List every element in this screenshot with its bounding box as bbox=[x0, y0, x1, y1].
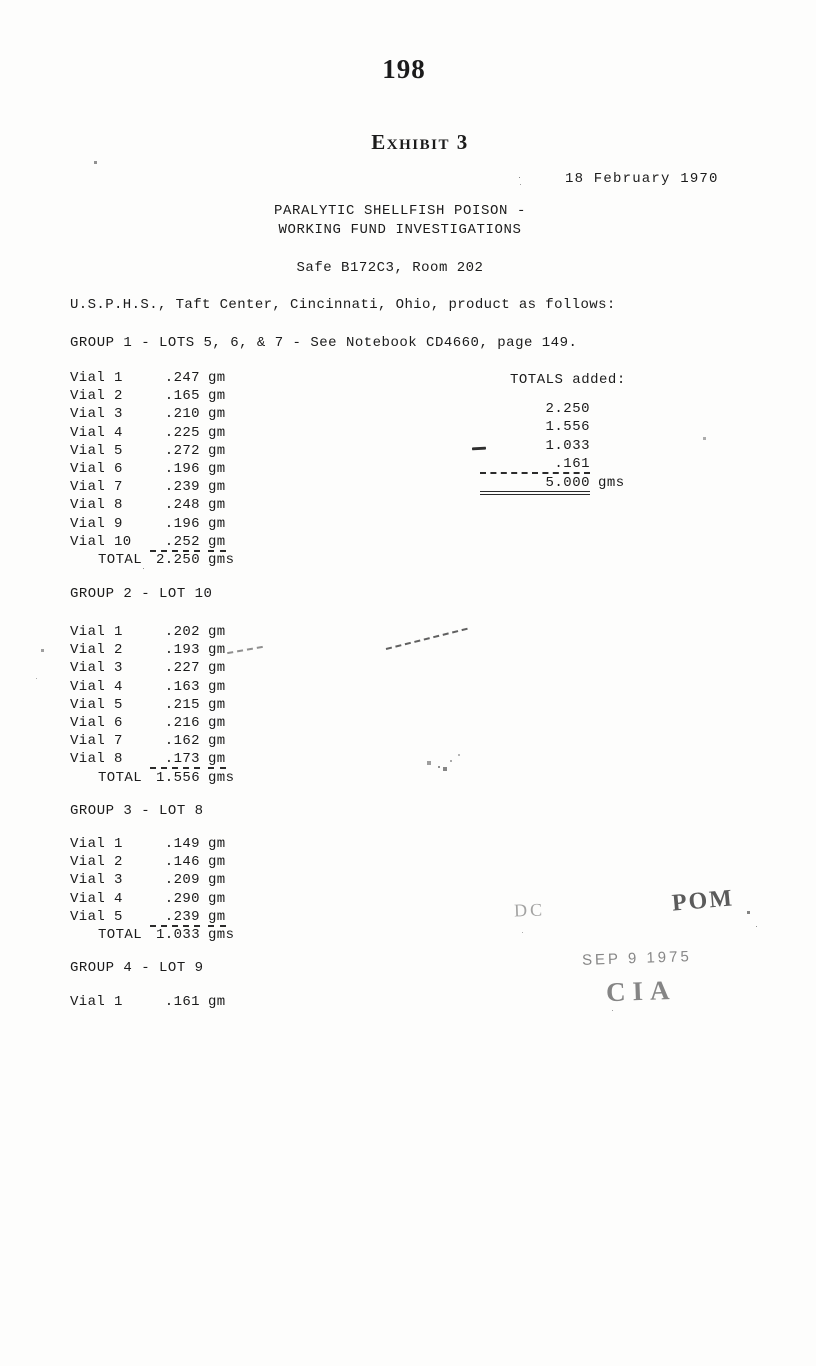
vial-label: Vial 5 bbox=[70, 696, 123, 713]
vial-label: Vial 2 bbox=[70, 854, 123, 871]
total-row bbox=[70, 770, 234, 788]
stamp-cia: CIA bbox=[605, 974, 678, 1008]
totals-value: 1.033 bbox=[545, 437, 590, 454]
doc-location: Safe B172C3, Room 202 bbox=[296, 260, 484, 276]
vial-row bbox=[70, 624, 234, 642]
vial-row bbox=[70, 534, 234, 552]
vial-label: Vial 5 bbox=[70, 908, 123, 925]
group1-heading: GROUP 1 - LOTS 5, 6, & 7 - See Notebook CD4660, page 149. bbox=[70, 335, 578, 351]
vial-row bbox=[70, 370, 234, 388]
vial-unit: gm bbox=[208, 660, 226, 677]
vial-unit: gm bbox=[208, 442, 226, 459]
totals-row bbox=[480, 438, 625, 456]
vial-label: Vial 4 bbox=[70, 424, 123, 441]
group4-table bbox=[70, 994, 226, 1012]
vial-row bbox=[70, 751, 234, 769]
vial-row bbox=[70, 733, 234, 751]
vial-value: .161 bbox=[164, 994, 200, 1010]
exhibit-heading: Exhibit 3 bbox=[371, 130, 469, 154]
vial-label: Vial 3 bbox=[70, 660, 123, 677]
scan-noise-speckles bbox=[0, 0, 1, 1]
vial-row bbox=[70, 479, 234, 497]
totals-row bbox=[480, 456, 625, 474]
total-unit: gms bbox=[208, 551, 235, 568]
vial-value: .272 bbox=[164, 442, 200, 459]
vial-unit: gm bbox=[208, 479, 226, 496]
totals-value: 2.250 bbox=[545, 401, 590, 417]
vial-label: Vial 3 bbox=[70, 872, 123, 889]
total-value: 1.556 bbox=[155, 769, 200, 786]
vial-unit: gm bbox=[208, 994, 226, 1010]
group3-heading: GROUP 3 - LOT 8 bbox=[70, 803, 204, 819]
total-unit: gms bbox=[208, 926, 235, 943]
vial-unit: gm bbox=[208, 714, 226, 731]
stamp-received-date: SEP 9 1975 bbox=[581, 948, 693, 969]
vial-unit: gm bbox=[208, 751, 226, 768]
vial-unit: gm bbox=[208, 890, 226, 907]
vial-unit: gm bbox=[208, 460, 226, 477]
vial-value: .239 bbox=[164, 479, 200, 496]
vial-value: .146 bbox=[164, 854, 200, 871]
vial-value: .225 bbox=[164, 424, 200, 441]
totals-value: 1.556 bbox=[545, 419, 590, 436]
group3-table bbox=[70, 836, 234, 945]
vial-unit: gm bbox=[208, 696, 226, 713]
vial-label: Vial 6 bbox=[70, 460, 123, 477]
vial-row bbox=[70, 872, 234, 890]
vial-row bbox=[70, 660, 234, 678]
vial-value: .216 bbox=[164, 714, 200, 731]
vial-value: .165 bbox=[164, 388, 200, 405]
vial-row bbox=[70, 388, 234, 406]
vial-label: Vial 1 bbox=[70, 994, 123, 1010]
totals-added-column bbox=[480, 401, 625, 493]
vial-label: Vial 6 bbox=[70, 714, 123, 731]
pencil-scribble bbox=[428, 752, 430, 754]
vial-value: .193 bbox=[164, 642, 200, 659]
vial-row bbox=[70, 516, 234, 534]
totals-sum: 5.000 bbox=[480, 475, 590, 495]
totals-added-heading: TOTALS added: bbox=[510, 372, 626, 388]
doc-date: 18 February 1970 bbox=[565, 171, 719, 187]
totals-row bbox=[480, 419, 625, 437]
vial-row bbox=[70, 715, 234, 733]
vial-value: .196 bbox=[164, 515, 200, 532]
totals-sum-unit: gms bbox=[598, 474, 625, 491]
vial-unit: gm bbox=[208, 388, 226, 405]
vial-value: .210 bbox=[164, 406, 200, 423]
vial-row bbox=[70, 854, 234, 872]
vial-unit: gm bbox=[208, 854, 226, 871]
vial-unit: gm bbox=[208, 642, 226, 659]
vial-unit: gm bbox=[208, 678, 226, 695]
vial-label: Vial 5 bbox=[70, 442, 123, 459]
vial-value: .196 bbox=[164, 460, 200, 477]
vial-value: .252 bbox=[150, 534, 200, 552]
totals-value: .161 bbox=[480, 456, 590, 474]
vial-row bbox=[70, 642, 234, 660]
doc-title-line2: WORKING FUND INVESTIGATIONS bbox=[278, 222, 522, 238]
vial-row bbox=[70, 406, 234, 424]
vial-unit: gm bbox=[208, 370, 226, 386]
vial-label: Vial 2 bbox=[70, 642, 123, 659]
total-unit: gms bbox=[208, 769, 235, 786]
vial-row bbox=[70, 994, 226, 1012]
vial-label: Vial 4 bbox=[70, 678, 123, 695]
vial-value: .290 bbox=[164, 890, 200, 907]
vial-unit: gm bbox=[208, 533, 226, 550]
vial-value: .209 bbox=[164, 872, 200, 889]
group1-table bbox=[70, 370, 234, 570]
stamp-dc: DC bbox=[513, 899, 546, 921]
totals-row bbox=[480, 401, 625, 419]
vial-label: Vial 1 bbox=[70, 370, 123, 386]
totals-sum-row bbox=[480, 475, 625, 493]
total-label: TOTAL bbox=[98, 926, 143, 943]
vial-label: Vial 4 bbox=[70, 890, 123, 907]
vial-row bbox=[70, 443, 234, 461]
vial-label: Vial 7 bbox=[70, 733, 123, 750]
total-label: TOTAL bbox=[98, 769, 143, 786]
vial-value: .239 bbox=[150, 909, 200, 927]
stamp-pom: POM bbox=[670, 885, 735, 917]
total-value: 1.033 bbox=[155, 926, 200, 943]
vial-unit: gm bbox=[208, 836, 226, 852]
vial-value: .162 bbox=[164, 733, 200, 750]
vial-value: .247 bbox=[164, 370, 200, 386]
vial-row bbox=[70, 891, 234, 909]
vial-value: .173 bbox=[150, 751, 200, 769]
vial-label: Vial 9 bbox=[70, 515, 123, 532]
group2-heading: GROUP 2 - LOT 10 bbox=[70, 586, 213, 602]
vial-unit: gm bbox=[208, 872, 226, 889]
vial-value: .163 bbox=[164, 678, 200, 695]
vial-unit: gm bbox=[208, 908, 226, 925]
group2-table bbox=[70, 624, 234, 788]
vial-unit: gm bbox=[208, 515, 226, 532]
vial-row bbox=[70, 836, 234, 854]
vial-unit: gm bbox=[208, 624, 226, 640]
vial-row bbox=[70, 461, 234, 479]
doc-title-line1: PARALYTIC SHELLFISH POISON - bbox=[273, 203, 527, 219]
vial-value: .227 bbox=[164, 660, 200, 677]
vial-row bbox=[70, 909, 234, 927]
vial-label: Vial 1 bbox=[70, 624, 123, 640]
vial-label: Vial 8 bbox=[70, 751, 123, 768]
vial-unit: gm bbox=[208, 406, 226, 423]
vial-row bbox=[70, 425, 234, 443]
vial-value: .248 bbox=[164, 497, 200, 514]
pencil-mark-line bbox=[386, 628, 468, 650]
vial-label: Vial 10 bbox=[70, 533, 132, 550]
total-label: TOTAL bbox=[98, 551, 143, 568]
source-line: U.S.P.H.S., Taft Center, Cincinnati, Ohio, product as follows: bbox=[70, 297, 616, 313]
total-row bbox=[70, 552, 234, 570]
vial-unit: gm bbox=[208, 497, 226, 514]
total-row bbox=[70, 927, 234, 945]
vial-label: Vial 2 bbox=[70, 388, 123, 405]
vial-row bbox=[70, 697, 234, 715]
vial-label: Vial 8 bbox=[70, 497, 123, 514]
vial-value: .202 bbox=[164, 624, 200, 640]
page-number: 198 bbox=[382, 54, 426, 84]
total-value: 2.250 bbox=[155, 551, 200, 568]
vial-row bbox=[70, 497, 234, 515]
vial-unit: gm bbox=[208, 733, 226, 750]
vial-label: Vial 3 bbox=[70, 406, 123, 423]
vial-label: Vial 1 bbox=[70, 836, 123, 852]
vial-row bbox=[70, 679, 234, 697]
vial-value: .149 bbox=[164, 836, 200, 852]
vial-value: .215 bbox=[164, 696, 200, 713]
vial-unit: gm bbox=[208, 424, 226, 441]
group4-heading: GROUP 4 - LOT 9 bbox=[70, 960, 204, 976]
vial-label: Vial 7 bbox=[70, 479, 123, 496]
